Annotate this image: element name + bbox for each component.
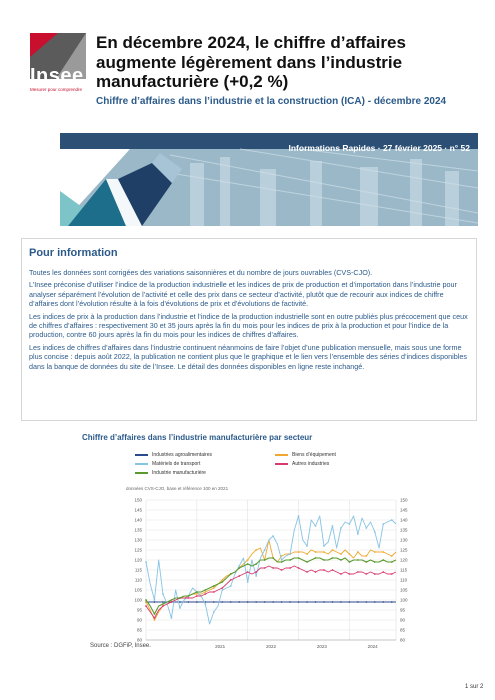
y-tick-label-right: 85 xyxy=(400,627,406,633)
y-tick-label-left: 145 xyxy=(134,507,142,513)
data-point xyxy=(213,591,215,593)
data-point xyxy=(171,599,173,601)
data-point xyxy=(162,605,164,607)
data-point xyxy=(196,595,198,597)
chart-legend xyxy=(135,452,435,482)
y-tick-label-right: 135 xyxy=(400,527,408,533)
data-point xyxy=(179,601,181,603)
data-point xyxy=(230,579,232,581)
data-point xyxy=(204,593,206,595)
data-point xyxy=(357,559,359,561)
page-number: 1 sur 2 xyxy=(465,684,484,690)
data-point xyxy=(154,613,156,615)
data-point xyxy=(213,587,215,589)
data-point xyxy=(391,573,393,575)
info-paragraph: Les indices de chiffres d’affaires dans l’industrie continuent néanmoins de faire l’objet d’une publication mensuelle, mais sous une forme plus concise : depuis août 2022, la publication ne contient plus que le graphique et le lien vers l’ensemble des séries d’indices disponibles dans la banque de données du site de l’Insee. Le détail des données disponibles en ligne reste inchangé. xyxy=(29,342,467,371)
data-point xyxy=(348,573,350,575)
data-point xyxy=(289,559,291,561)
data-point xyxy=(196,601,198,603)
legend-item-manufacturiere xyxy=(135,470,206,476)
source-note: Source : DGFiP, Insee. xyxy=(90,643,151,649)
legend-label: Industries agroalimentaires xyxy=(152,452,213,458)
data-point xyxy=(162,601,164,603)
data-point xyxy=(306,601,308,603)
y-tick-label-left: 100 xyxy=(134,597,142,603)
y-tick-label-right: 125 xyxy=(400,547,408,553)
data-point xyxy=(145,605,147,607)
data-point xyxy=(340,553,342,555)
data-point xyxy=(306,553,308,555)
data-point xyxy=(247,563,249,565)
data-point xyxy=(365,561,367,563)
insee-logo xyxy=(30,33,86,95)
data-point xyxy=(374,601,376,603)
data-point xyxy=(221,581,223,583)
series-line-5 xyxy=(146,558,396,614)
data-point xyxy=(264,567,266,569)
data-point xyxy=(187,595,189,597)
data-point xyxy=(391,561,393,563)
y-tick-label-right: 100 xyxy=(400,597,408,603)
legend-swatch xyxy=(275,454,288,456)
data-point xyxy=(213,585,215,587)
y-tick-label-left: 150 xyxy=(134,497,142,503)
data-point xyxy=(357,601,359,603)
data-point xyxy=(298,601,300,603)
data-point xyxy=(145,561,147,563)
legend-swatch xyxy=(135,463,148,465)
data-point xyxy=(281,559,283,561)
data-point xyxy=(374,551,376,553)
data-point xyxy=(264,601,266,603)
y-tick-label-right: 105 xyxy=(400,587,408,593)
data-point xyxy=(247,571,249,573)
y-tick-label-left: 90 xyxy=(136,617,142,623)
publication-reference: Informations Rapides · 27 février 2025 · n° 52 xyxy=(288,143,470,153)
data-point xyxy=(264,549,266,551)
data-point xyxy=(340,573,342,575)
info-paragraph: Toutes les données sont corrigées des variations saisonnières et du nombre de jours ouvrables (CVS-CJO). xyxy=(29,268,373,277)
data-point xyxy=(382,523,384,525)
data-point xyxy=(391,555,393,557)
y-tick-label-left: 85 xyxy=(136,627,142,633)
data-point xyxy=(374,531,376,533)
data-point xyxy=(264,559,266,561)
data-point xyxy=(306,571,308,573)
chart-title: Chiffre d’affaires dans l’industrie manufacturière par secteur xyxy=(82,433,313,442)
legend-label: Industrie manufacturière xyxy=(152,470,206,476)
data-point xyxy=(357,571,359,573)
logo-tagline: Mesurer pour comprendre xyxy=(30,87,83,92)
y-tick-label-right: 90 xyxy=(400,617,406,623)
data-point xyxy=(238,565,240,567)
y-tick-label-right: 140 xyxy=(400,517,408,523)
data-point xyxy=(374,573,376,575)
data-point xyxy=(272,557,274,559)
data-point xyxy=(365,573,367,575)
data-point xyxy=(348,523,350,525)
data-point xyxy=(357,551,359,553)
data-point xyxy=(348,561,350,563)
data-point xyxy=(315,551,317,553)
data-point xyxy=(382,551,384,553)
data-point xyxy=(196,593,198,595)
legend-label: Autres industries xyxy=(292,461,330,467)
data-point xyxy=(272,601,274,603)
y-tick-label-left: 140 xyxy=(134,517,142,523)
y-tick-label-left: 115 xyxy=(134,567,142,573)
data-point xyxy=(281,561,283,563)
y-tick-label-right: 130 xyxy=(400,537,408,543)
data-point xyxy=(391,601,393,603)
data-point xyxy=(247,559,249,561)
data-point xyxy=(179,607,181,609)
data-point xyxy=(272,567,274,569)
y-tick-label-right: 150 xyxy=(400,497,408,503)
data-point xyxy=(357,533,359,535)
legend-swatch xyxy=(275,463,288,465)
header-banner xyxy=(60,133,478,226)
data-point xyxy=(289,601,291,603)
data-point xyxy=(323,601,325,603)
data-point xyxy=(332,569,334,571)
data-point xyxy=(340,601,342,603)
legend-item-equipement xyxy=(275,452,336,458)
data-point xyxy=(213,601,215,603)
data-point xyxy=(365,601,367,603)
y-tick-label-right: 95 xyxy=(400,607,406,613)
x-tick-label: 2021 xyxy=(215,644,226,649)
legend-swatch xyxy=(135,454,148,456)
data-point xyxy=(221,601,223,603)
legend-item-agro xyxy=(135,452,212,458)
data-point xyxy=(391,519,393,521)
data-point xyxy=(306,561,308,563)
data-point xyxy=(221,579,223,581)
y-tick-label-right: 145 xyxy=(400,507,408,513)
legend-item-autres xyxy=(275,461,329,467)
data-point xyxy=(162,593,164,595)
data-point xyxy=(204,603,206,605)
data-point xyxy=(221,587,223,589)
x-tick-label: 2023 xyxy=(316,644,327,649)
data-point xyxy=(230,585,232,587)
data-point xyxy=(298,557,300,559)
info-box xyxy=(21,238,477,421)
info-paragraph: L’Insee préconise d’utiliser l’indice de la production industrielle et les indices de prix de production et d’importation dans l’industrie pour analyser séparément l’évolution de l’activité et celle des prix dans ce secteur d’activité, plutôt que de recourir aux indices de chiffre d’affaires dont l’évolution résulte à la fois d’évolutions de prix et d’évolutions de factivité. xyxy=(29,280,457,309)
data-point xyxy=(374,561,376,563)
y-tick-label-left: 80 xyxy=(136,637,142,643)
data-point xyxy=(315,601,317,603)
data-point xyxy=(171,601,173,603)
data-point xyxy=(171,617,173,619)
page-subtitle: Chiffre d’affaires dans l’industrie et la construction (ICA) - décembre 2024 xyxy=(96,96,447,107)
page-title: En décembre 2024, le chiffre d’affaires augmente légèrement dans l’industrie manufacturière (+0,2 %) xyxy=(96,33,406,91)
data-point xyxy=(323,551,325,553)
data-point xyxy=(332,525,334,527)
data-point xyxy=(323,559,325,561)
data-point xyxy=(230,601,232,603)
data-point xyxy=(204,591,206,593)
data-point xyxy=(187,597,189,599)
data-point xyxy=(382,601,384,603)
data-point xyxy=(255,549,257,551)
y-tick-label-right: 110 xyxy=(400,577,408,583)
data-point xyxy=(238,567,240,569)
data-point xyxy=(255,563,257,565)
data-point xyxy=(255,601,257,603)
data-point xyxy=(289,567,291,569)
info-title: Pour information xyxy=(29,247,118,259)
y-tick-label-left: 105 xyxy=(134,587,142,593)
data-point xyxy=(255,571,257,573)
data-point xyxy=(238,575,240,577)
legend-label: Biens d’équipement xyxy=(292,452,336,458)
data-point xyxy=(298,567,300,569)
data-point xyxy=(298,515,300,517)
info-paragraph: Les indices de prix à la production dans l’industrie et l’indice de la production industrielle sont en outre publiés plus précocement que ceux de chiffres d’affaires : respectivement 30 et 35 jours après la fin du mois pour les indices de prix à la production et pour l’indice de la production, contre 60 jours après la fin du mois pour les indices de chiffres d’affaires. xyxy=(29,311,468,340)
data-point xyxy=(255,575,257,577)
data-point xyxy=(382,559,384,561)
data-point xyxy=(154,617,156,619)
data-point xyxy=(281,569,283,571)
y-tick-label-left: 135 xyxy=(134,527,142,533)
x-tick-label: 2024 xyxy=(367,644,378,649)
y-tick-label-left: 130 xyxy=(134,537,142,543)
data-point xyxy=(315,571,317,573)
data-point xyxy=(196,591,198,593)
data-point xyxy=(365,555,367,557)
data-point xyxy=(162,603,164,605)
data-point xyxy=(272,535,274,537)
data-point xyxy=(298,551,300,553)
data-point xyxy=(187,601,189,603)
data-point xyxy=(154,619,156,621)
y-tick-label-left: 120 xyxy=(134,557,142,563)
y-tick-label-right: 80 xyxy=(400,637,406,643)
data-point xyxy=(179,597,181,599)
chart-note: données CVS-CJO, base et référence 100 en 2021 xyxy=(126,486,229,491)
y-tick-label-left: 125 xyxy=(134,547,142,553)
data-point xyxy=(221,589,223,591)
data-point xyxy=(332,549,334,551)
legend-swatch xyxy=(135,472,148,474)
logo-wordmark: Insee xyxy=(30,65,84,87)
data-point xyxy=(340,527,342,529)
y-tick-label-right: 115 xyxy=(400,567,408,573)
legend-label: Matériels de transport xyxy=(152,461,201,467)
line-chart xyxy=(126,492,421,650)
data-point xyxy=(247,601,249,603)
data-point xyxy=(332,601,334,603)
data-point xyxy=(315,557,317,559)
data-point xyxy=(332,557,334,559)
data-point xyxy=(315,525,317,527)
data-point xyxy=(238,601,240,603)
data-point xyxy=(348,553,350,555)
y-tick-label-left: 95 xyxy=(136,607,142,613)
data-point xyxy=(289,553,291,555)
data-point xyxy=(281,601,283,603)
data-point xyxy=(145,599,147,601)
data-point xyxy=(348,601,350,603)
data-point xyxy=(204,589,206,591)
data-point xyxy=(306,545,308,547)
data-point xyxy=(154,599,156,601)
y-tick-label-left: 110 xyxy=(134,577,142,583)
data-point xyxy=(382,571,384,573)
data-point xyxy=(247,581,249,583)
y-tick-label-right: 120 xyxy=(400,557,408,563)
data-point xyxy=(323,545,325,547)
data-point xyxy=(230,573,232,575)
data-point xyxy=(213,611,215,613)
legend-item-transport xyxy=(135,461,200,467)
data-point xyxy=(365,527,367,529)
x-tick-label: 2022 xyxy=(265,644,277,649)
data-point xyxy=(154,601,156,603)
data-point xyxy=(323,569,325,571)
data-point xyxy=(340,559,342,561)
